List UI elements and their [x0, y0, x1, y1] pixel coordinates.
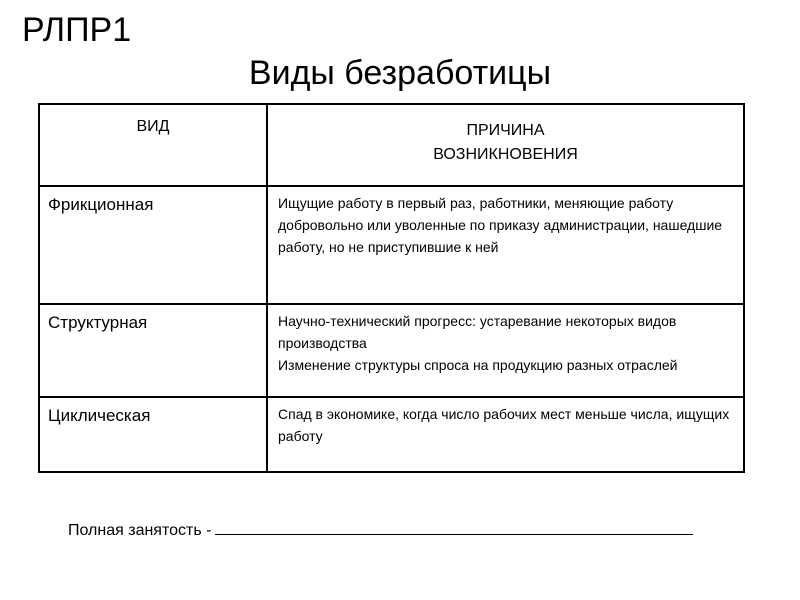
unemployment-types-table — [38, 103, 745, 473]
header-type: ВИД — [39, 104, 267, 186]
cause-cell — [267, 304, 744, 397]
table-header-row — [39, 104, 744, 186]
cause-text: Научно-технический прогресс: устаревание некоторых видов производства — [278, 313, 677, 351]
fill-in-blank — [215, 518, 693, 535]
full-employment-line — [68, 518, 693, 542]
header-cause — [267, 104, 744, 186]
type-cell: Структурная — [39, 304, 267, 397]
slide-code: РЛПР1 — [22, 11, 132, 49]
type-cell: Циклическая — [39, 397, 267, 472]
cause-cell — [267, 397, 744, 472]
full-employment-label: Полная занятость - — [68, 522, 212, 539]
table-row — [39, 186, 744, 304]
table-row — [39, 397, 744, 472]
cause-text: Изменение структуры спроса на продукцию разных отраслей — [278, 357, 678, 373]
type-cell: Фрикционная — [39, 186, 267, 304]
slide-title: Виды безработицы — [248, 54, 552, 92]
cause-text: Спад в экономике, когда число рабочих мест меньше числа, ищущих работу — [278, 406, 730, 444]
header-cause-line: ВОЗНИКНОВЕНИЯ — [433, 146, 578, 163]
cause-cell — [267, 186, 744, 304]
header-cause-line: ПРИЧИНА — [466, 122, 545, 139]
cause-text: Ищущие работу в первый раз, работники, меняющие работу добровольно или уволенные по приказу администрации, нашедшие работу, но не приступившие к ней — [278, 195, 723, 255]
table-row — [39, 304, 744, 397]
